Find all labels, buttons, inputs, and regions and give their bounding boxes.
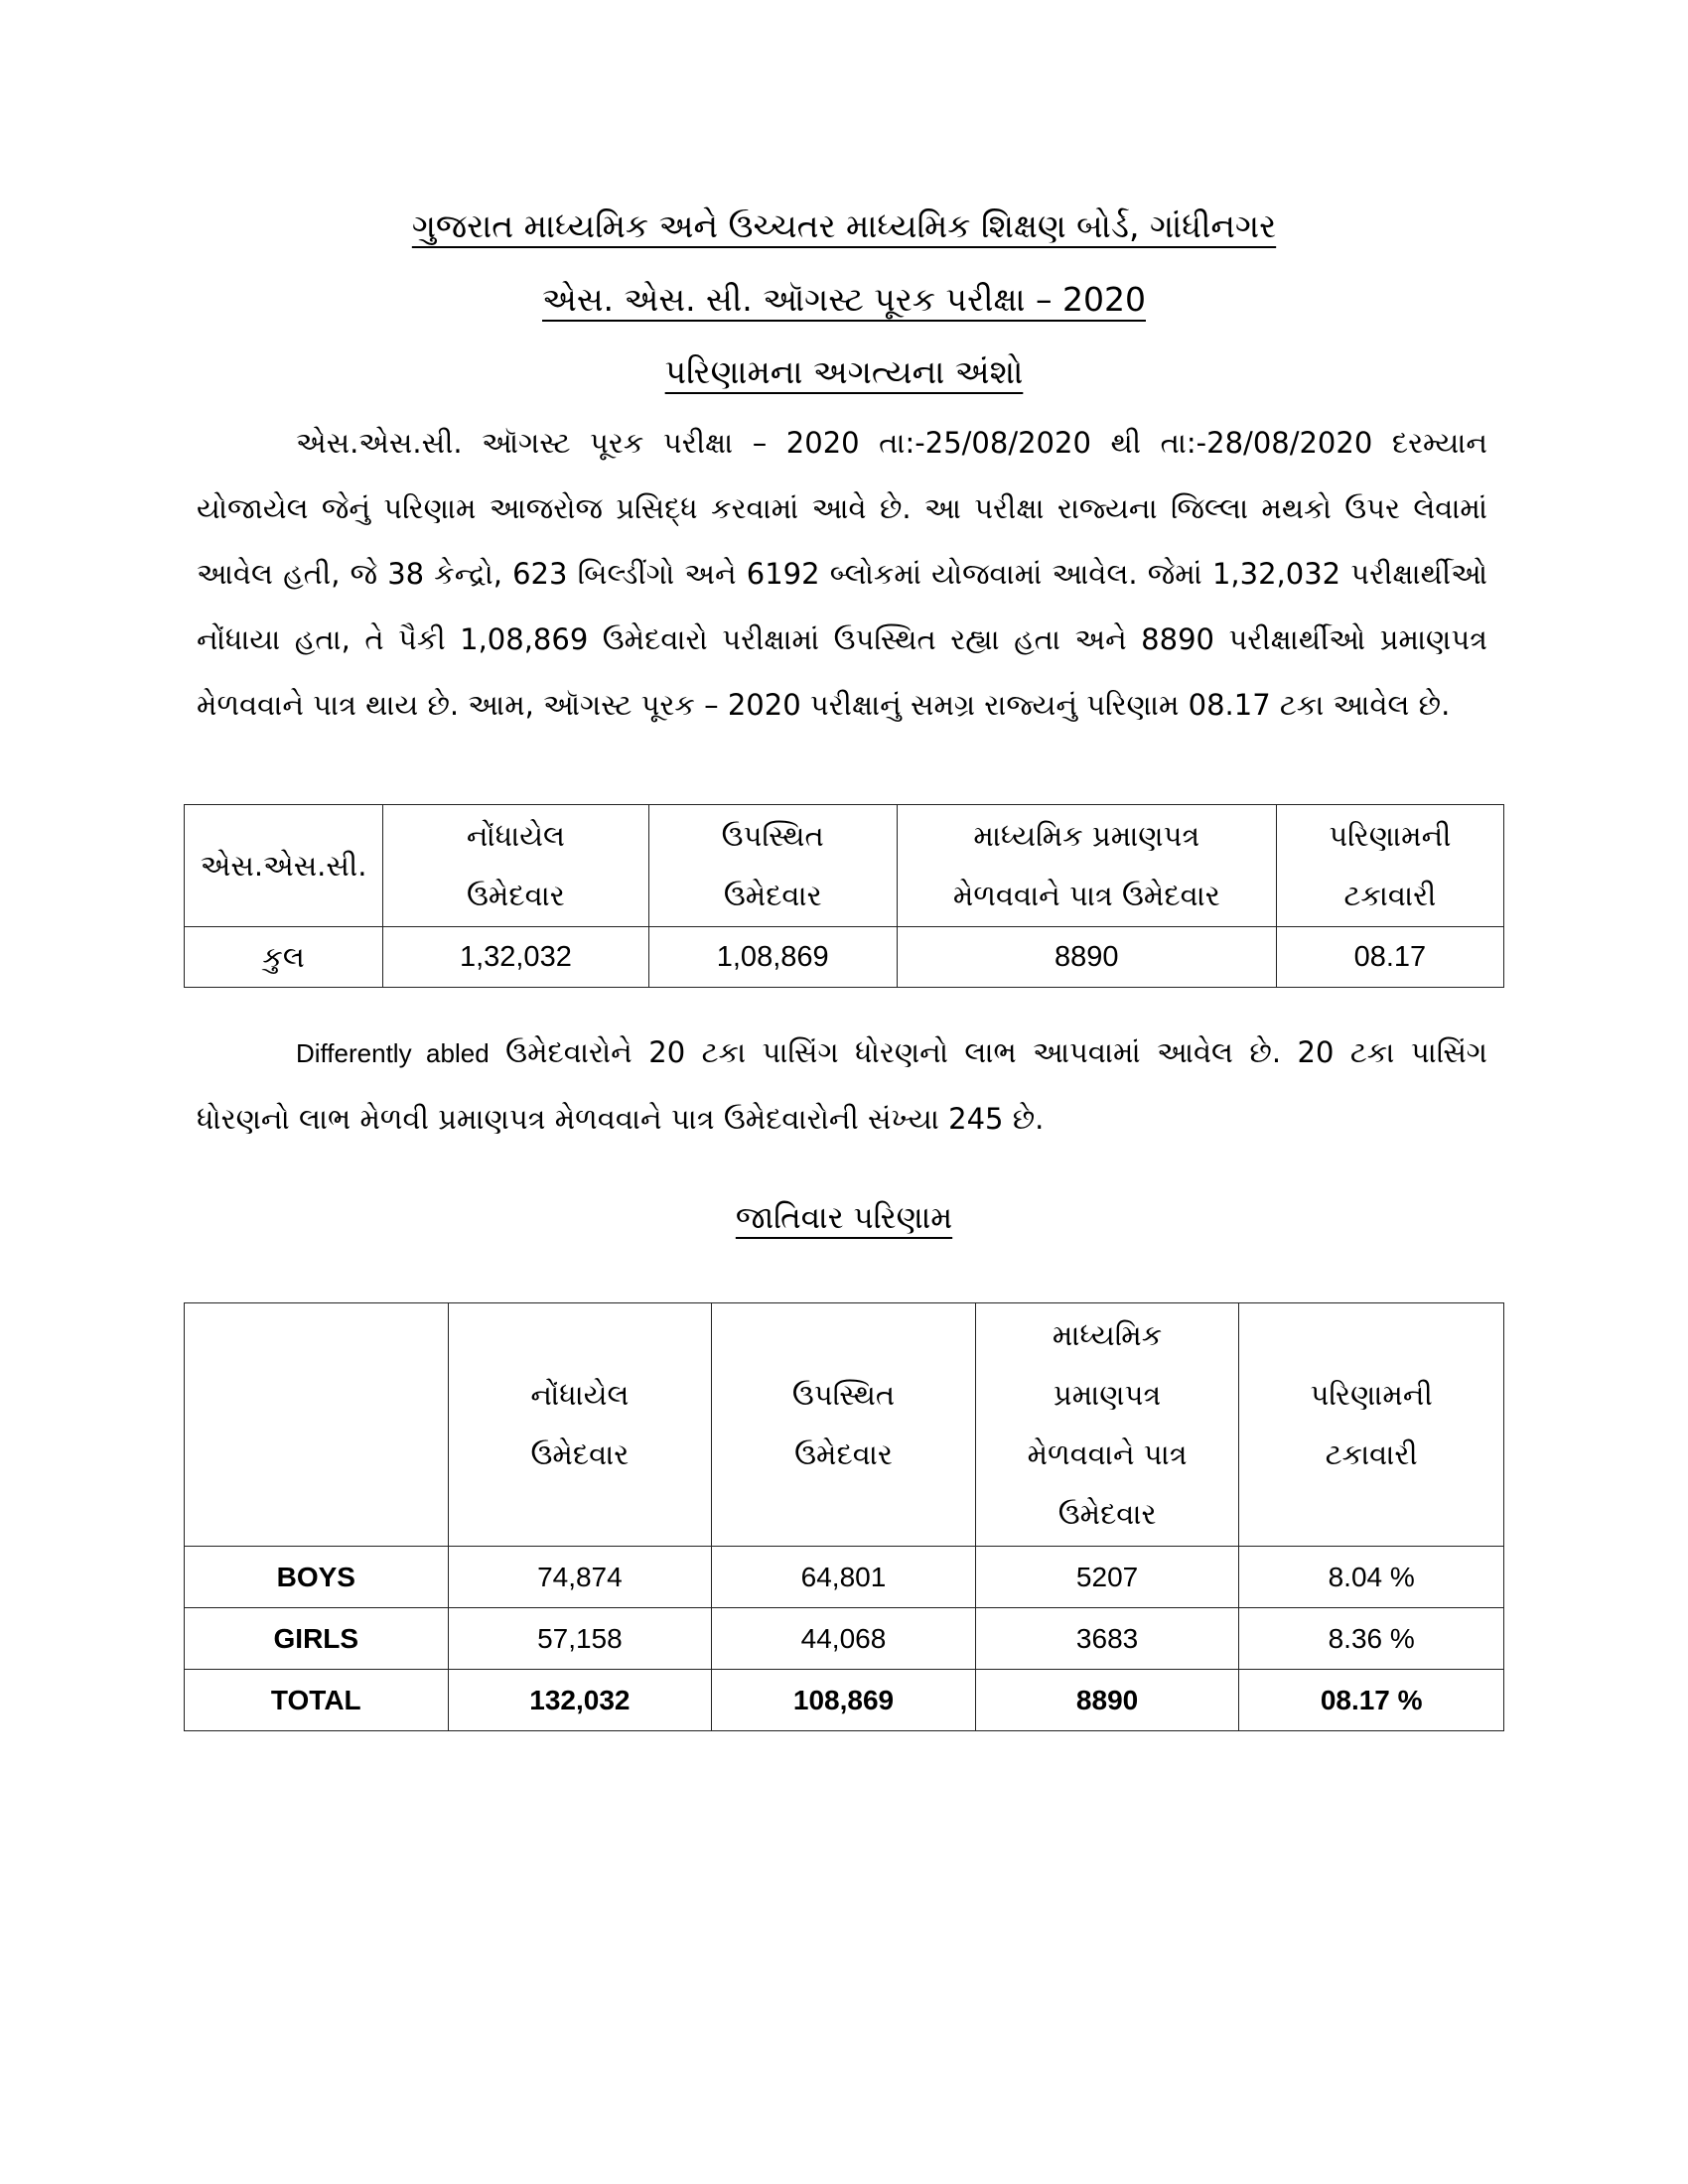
gender-cell: BOYS — [185, 1547, 449, 1608]
gender-results-title — [0, 1196, 1688, 1240]
gender-cell: 64,801 — [712, 1547, 976, 1608]
gender-table — [184, 1302, 1504, 1731]
summary-header-cell: એસ.એસ.સી. — [185, 805, 383, 927]
summary-header-cell: પરિણામની ટકાવારી — [1276, 805, 1503, 927]
gender-cell: 5207 — [975, 1547, 1239, 1608]
gender-cell: 44,068 — [712, 1608, 976, 1670]
gender-cell: 108,869 — [712, 1670, 976, 1731]
exam-title — [0, 278, 1688, 322]
gender-header-row — [185, 1303, 1504, 1547]
exam-title-text: એસ. એસ. સી. ઑગસ્ટ પૂરક પરીક્ષા – 2020 — [542, 280, 1146, 319]
gender-cell: 132,032 — [448, 1670, 712, 1731]
gender-row-girls — [185, 1608, 1504, 1670]
gender-cell: 8.04 % — [1239, 1547, 1504, 1608]
summary-cell: 08.17 — [1276, 927, 1503, 988]
highlights-title-text: પરિણામના અગત્યના અંશો — [664, 352, 1024, 391]
summary-cell: 1,08,869 — [648, 927, 897, 988]
summary-data-row — [185, 927, 1504, 988]
differently-abled-text: ઉમેદવારોને 20 ટકા પાસિંગ ધોરણનો લાભ આપવામાં આવેલ છે. 20 ટકા પાસિંગ ધોરણનો લાભ મેળવી પ્રમાણપત્ર મેળવવાને પાત્ર ઉમેદવારોની સંખ્યા 245 છે. — [197, 1035, 1487, 1136]
gender-cell: 08.17 % — [1239, 1670, 1504, 1731]
gender-header-cell: ઉપસ્થિત ઉમેદવાર — [712, 1303, 976, 1547]
gender-cell: 8890 — [975, 1670, 1239, 1731]
gender-row-boys — [185, 1547, 1504, 1608]
summary-header-cell: માધ્યમિક પ્રમાણપત્ર મેળવવાને પાત્ર ઉમેદવાર — [897, 805, 1276, 927]
summary-cell: 1,32,032 — [383, 927, 648, 988]
gender-header-cell: માધ્યમિક પ્રમાણપત્ર મેળવવાને પાત્ર ઉમેદવાર — [975, 1303, 1239, 1547]
intro-paragraph: એસ.એસ.સી. ઑગસ્ટ પૂરક પરીક્ષા – 2020 તા:-25/08/2020 થી તા:-28/08/2020 દરમ્યાન યોજાયેલ જેનું પરિણામ આજરોજ પ્રસિદ્ધ કરવામાં આવે છે. આ પરીક્ષા રાજ્યના જિલ્લા મથકો ઉપર લેવામાં આવેલ હતી, જે 38 કેન્દ્રો, 623 બિલ્ડીંગો અને 6192 બ્લોકમાં યોજવામાં આવેલ. જેમાં 1,32,032 પરીક્ષાર્થીઓ નોંધાયા હતા, તે પૈકી 1,08,869 ઉમેદવારો પરીક્ષામાં ઉપસ્થિત રહ્યા હતા અને 8890 પરીક્ષાર્થીઓ પ્રમાણપત્ર મેળવવાને પાત્ર થાય છે. આમ, ઑગસ્ટ પૂરક – 2020 પરીક્ષાનું સમગ્ર રાજ્યનું પરિણામ 08.17 ટકા આવેલ છે. — [197, 426, 1487, 722]
gender-cell: 74,874 — [448, 1547, 712, 1608]
gender-cell: 3683 — [975, 1608, 1239, 1670]
gender-header-cell: નોંધાયેલ ઉમેદવાર — [448, 1303, 712, 1547]
gender-cell: 57,158 — [448, 1608, 712, 1670]
differently-abled-lead: Differently abled — [296, 1038, 490, 1068]
summary-header-cell: ઉપસ્થિત ઉમેદવાર — [648, 805, 897, 927]
differently-abled-paragraph — [197, 1020, 1487, 1152]
summary-header-row — [185, 805, 1504, 927]
board-title-text: ગુજરાત માધ્યમિક અને ઉચ્ચતર માધ્યમિક શિક્ષણ બોર્ડ, ગાંધીનગર — [411, 206, 1277, 245]
board-title — [0, 205, 1688, 248]
gender-row-total — [185, 1670, 1504, 1731]
gender-cell: GIRLS — [185, 1608, 449, 1670]
gender-header-cell: પરિણામની ટકાવારી — [1239, 1303, 1504, 1547]
gender-cell: 8.36 % — [1239, 1608, 1504, 1670]
gender-cell: TOTAL — [185, 1670, 449, 1731]
summary-cell: 8890 — [897, 927, 1276, 988]
gender-results-title-text: જાતિવાર પરિણામ — [735, 1200, 953, 1236]
summary-table — [184, 804, 1504, 988]
summary-cell: કુલ — [185, 927, 383, 988]
highlights-title — [0, 350, 1688, 394]
gender-header-cell — [185, 1303, 449, 1547]
summary-header-cell: નોંધાયેલ ઉમેદવાર — [383, 805, 648, 927]
